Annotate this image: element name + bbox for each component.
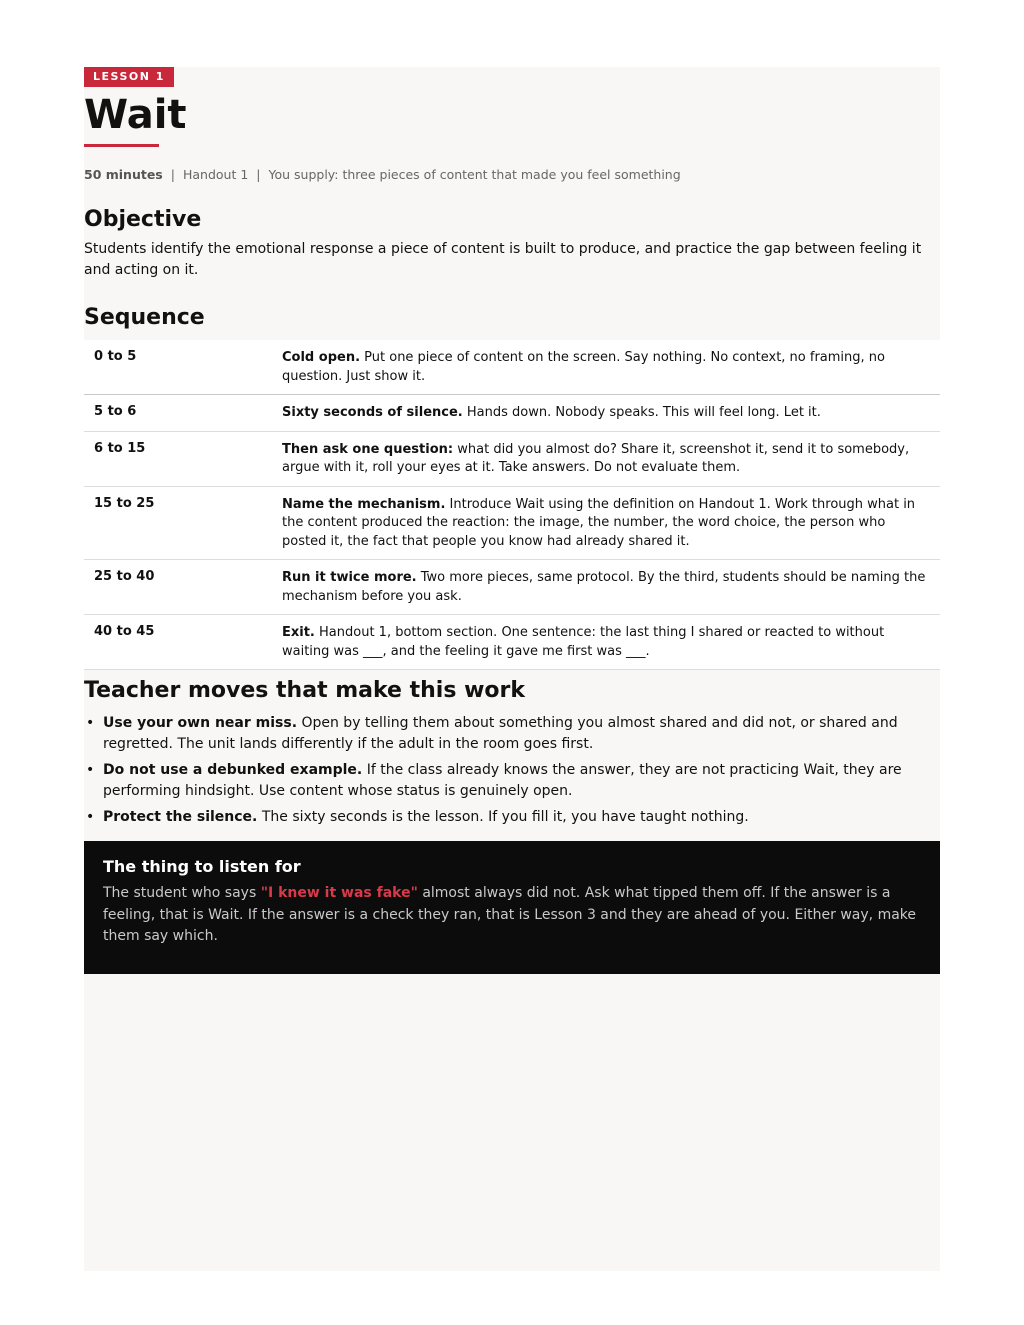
- time-cell: 6 to 15: [84, 431, 282, 486]
- bullet-icon: •: [86, 809, 95, 825]
- step-cell: [282, 615, 940, 670]
- table-row: [84, 340, 940, 395]
- title-underline: [84, 144, 159, 147]
- table-row: [84, 560, 940, 615]
- table-row: [84, 431, 940, 486]
- teacher-moves-heading: Teacher moves that make this work: [84, 678, 526, 703]
- callout-text: [103, 883, 923, 948]
- move-lead: Do not use a debunked example.: [103, 762, 363, 778]
- callout-quote: "I knew it was fake": [260, 885, 418, 901]
- list-item: [84, 760, 940, 802]
- step-cell: [282, 486, 940, 560]
- table-row: [84, 395, 940, 432]
- step-text: Put one piece of content on the screen. Say nothing. No context, no framing, no question. Just show it.: [282, 350, 885, 384]
- sequence-heading: Sequence: [84, 305, 205, 330]
- table-row: [84, 486, 940, 560]
- step-lead: Exit.: [282, 625, 315, 640]
- objective-heading: Objective: [84, 207, 202, 232]
- callout-text-before: The student who says: [103, 885, 257, 901]
- move-text: Open by telling them about something you almost shared and did not, or shared and regretted. The unit lands differently if the adult in the room goes first.: [103, 715, 898, 752]
- callout-text-after: almost always did not. Ask what tipped them off. If the answer is a feeling, that is Wait. If the answer is a check they ran, that is Lesson 3 and they are ahead of you. Either way, make them say which.: [103, 885, 917, 944]
- sequence-table: [84, 340, 940, 670]
- step-lead: Sixty seconds of silence.: [282, 405, 463, 420]
- page-title: Wait: [84, 92, 187, 138]
- step-lead: Then ask one question:: [282, 441, 454, 457]
- step-cell: [282, 560, 940, 615]
- move-lead: Use your own near miss.: [103, 715, 298, 731]
- step-cell: [282, 340, 940, 395]
- step-lead: Run it twice more.: [282, 570, 417, 585]
- time-cell: 15 to 25: [84, 486, 282, 560]
- teacher-moves-list: [84, 713, 940, 833]
- meta-separator: |: [256, 167, 261, 182]
- supply-label: You supply: three pieces of content that made you feel something: [268, 167, 681, 182]
- listen-for-callout: [84, 841, 940, 974]
- step-lead: Name the mechanism.: [282, 496, 446, 512]
- step-text: Introduce Wait using the definition on Handout 1. Work through what in the content produced the reaction: the image, the number, the word choice, the person who posted it, the fact that people you know had already shared it.: [282, 496, 916, 549]
- lesson-page: [84, 67, 940, 1271]
- duration-label: 50 minutes: [84, 167, 163, 182]
- step-text: what did you almost do? Share it, screenshot it, send it to somebody, argue with it, roll your eyes at it. Take answers. Do not evaluate them.: [282, 441, 910, 475]
- bullet-icon: •: [86, 715, 95, 731]
- step-text: Handout 1, bottom section. One sentence: the last thing I shared or reacted to without waiting was ___, and the feeling it gave me first was ___.: [282, 625, 885, 659]
- time-cell: 40 to 45: [84, 615, 282, 670]
- table-row: [84, 615, 940, 670]
- time-cell: 0 to 5: [84, 340, 282, 395]
- bullet-icon: •: [86, 762, 95, 778]
- handout-label: Handout 1: [182, 167, 249, 182]
- step-text: Two more pieces, same protocol. By the third, students should be naming the mechanism before you ask.: [282, 570, 926, 604]
- lesson-meta: [84, 167, 681, 182]
- move-text: The sixty seconds is the lesson. If you fill it, you have taught nothing.: [261, 809, 749, 825]
- step-text: Hands down. Nobody speaks. This will feel long. Let it.: [466, 405, 821, 420]
- time-cell: 25 to 40: [84, 560, 282, 615]
- meta-separator: |: [170, 167, 175, 182]
- time-cell: 5 to 6: [84, 395, 282, 432]
- objective-text: Students identify the emotional response a piece of content is built to produce, and practice the gap between feeling it and acting on it.: [84, 241, 922, 278]
- step-cell: [282, 395, 940, 432]
- step-cell: [282, 431, 940, 486]
- callout-title: The thing to listen for: [103, 857, 301, 876]
- list-item: [84, 807, 940, 828]
- move-lead: Protect the silence.: [103, 809, 258, 825]
- move-text: If the class already knows the answer, they are not practicing Wait, they are performing hindsight. Use content whose status is genuinely open.: [103, 762, 902, 799]
- lesson-badge: LESSON 1: [84, 67, 174, 87]
- list-item: [84, 713, 940, 755]
- step-lead: Cold open.: [282, 350, 361, 365]
